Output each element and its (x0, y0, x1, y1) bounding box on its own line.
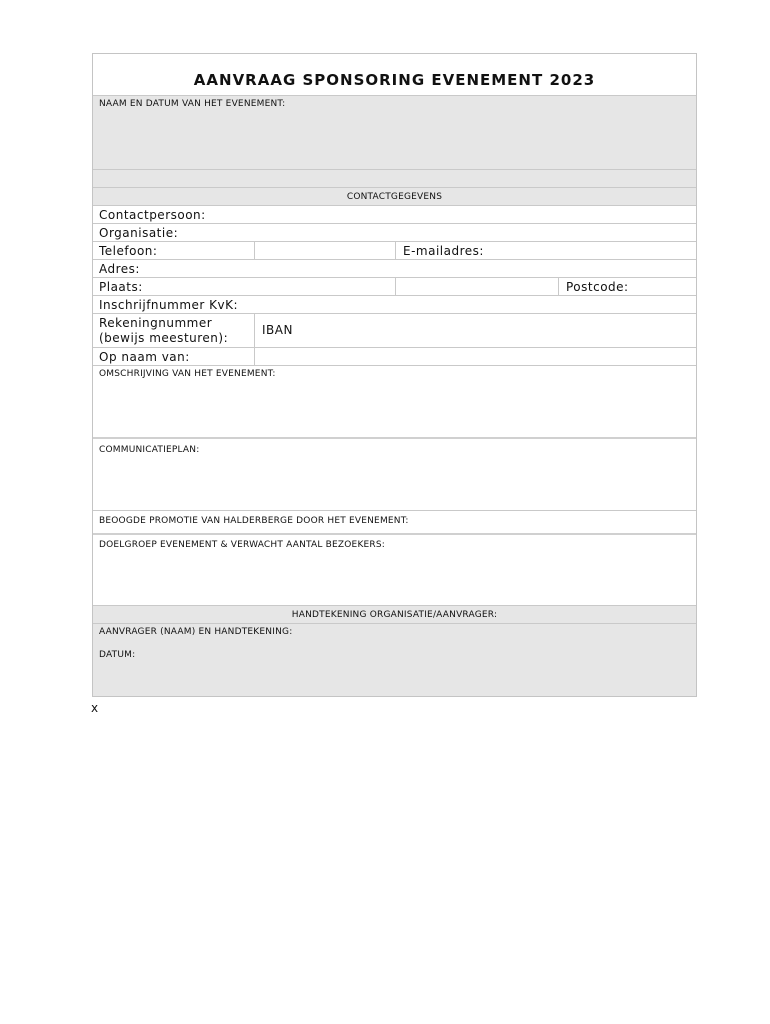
audience-label: DOELGROEP EVENEMENT & VERWACHT AANTAL BEZOEKERS: (99, 540, 386, 550)
email-label: E-mailadres: (403, 244, 484, 258)
city-field[interactable] (395, 278, 558, 295)
iban-field[interactable] (254, 314, 697, 347)
account-name-label: Op naam van: (99, 350, 190, 364)
address-label: Adres: (99, 262, 140, 276)
address-row[interactable] (93, 259, 696, 277)
iban-label: IBAN (262, 323, 293, 337)
postcode-field[interactable] (558, 278, 697, 295)
description-label: OMSCHRIJVING VAN HET EVENEMENT: (99, 369, 276, 379)
spacer-row (93, 169, 696, 187)
date-label: DATUM: (99, 650, 136, 660)
account-name-row (93, 347, 696, 365)
postcode-label: Postcode: (566, 280, 629, 294)
contact-person-label: Contactpersoon: (99, 208, 206, 222)
kvk-row[interactable] (93, 295, 696, 313)
footer-mark: x (91, 701, 99, 715)
phone-field[interactable] (254, 242, 395, 259)
communication-label: COMMUNICATIEPLAN: (99, 445, 200, 455)
organisation-label: Organisatie: (99, 226, 179, 240)
account-name-field[interactable] (254, 348, 697, 365)
form-title: AANVRAAG SPONSORING EVENEMENT 2023 (193, 71, 596, 89)
city-label: Plaats: (99, 280, 143, 294)
account-label-line2: (bewijs meesturen): (99, 331, 229, 345)
contact-person-row[interactable] (93, 205, 696, 223)
phone-email-row (93, 241, 696, 259)
event-name-label: NAAM EN DATUM VAN HET EVENEMENT: (99, 99, 286, 109)
city-postcode-row (93, 277, 696, 295)
account-label (99, 316, 228, 346)
kvk-label: Inschrijfnummer KvK: (99, 298, 239, 312)
description-section[interactable] (93, 365, 696, 437)
signature-section[interactable] (93, 623, 696, 696)
phone-label: Telefoon: (99, 244, 158, 258)
audience-section[interactable] (93, 533, 696, 605)
promotion-section[interactable] (93, 510, 696, 533)
account-label-line1: Rekeningnummer (99, 316, 213, 330)
organisation-row[interactable] (93, 223, 696, 241)
sponsoring-form (92, 53, 697, 697)
communication-section[interactable] (93, 437, 696, 510)
promotion-label: BEOOGDE PROMOTIE VAN HALDERBERGE DOOR HET EVENEMENT: (99, 516, 409, 526)
contact-header: CONTACTGEGEVENS (93, 187, 696, 205)
event-name-section[interactable] (93, 95, 696, 169)
applicant-signature-label: AANVRAGER (NAAM) EN HANDTEKENING: (99, 627, 293, 637)
email-field[interactable] (395, 242, 697, 259)
signature-header: HANDTEKENING ORGANISATIE/AANVRAGER: (93, 605, 696, 623)
account-row (93, 313, 696, 347)
